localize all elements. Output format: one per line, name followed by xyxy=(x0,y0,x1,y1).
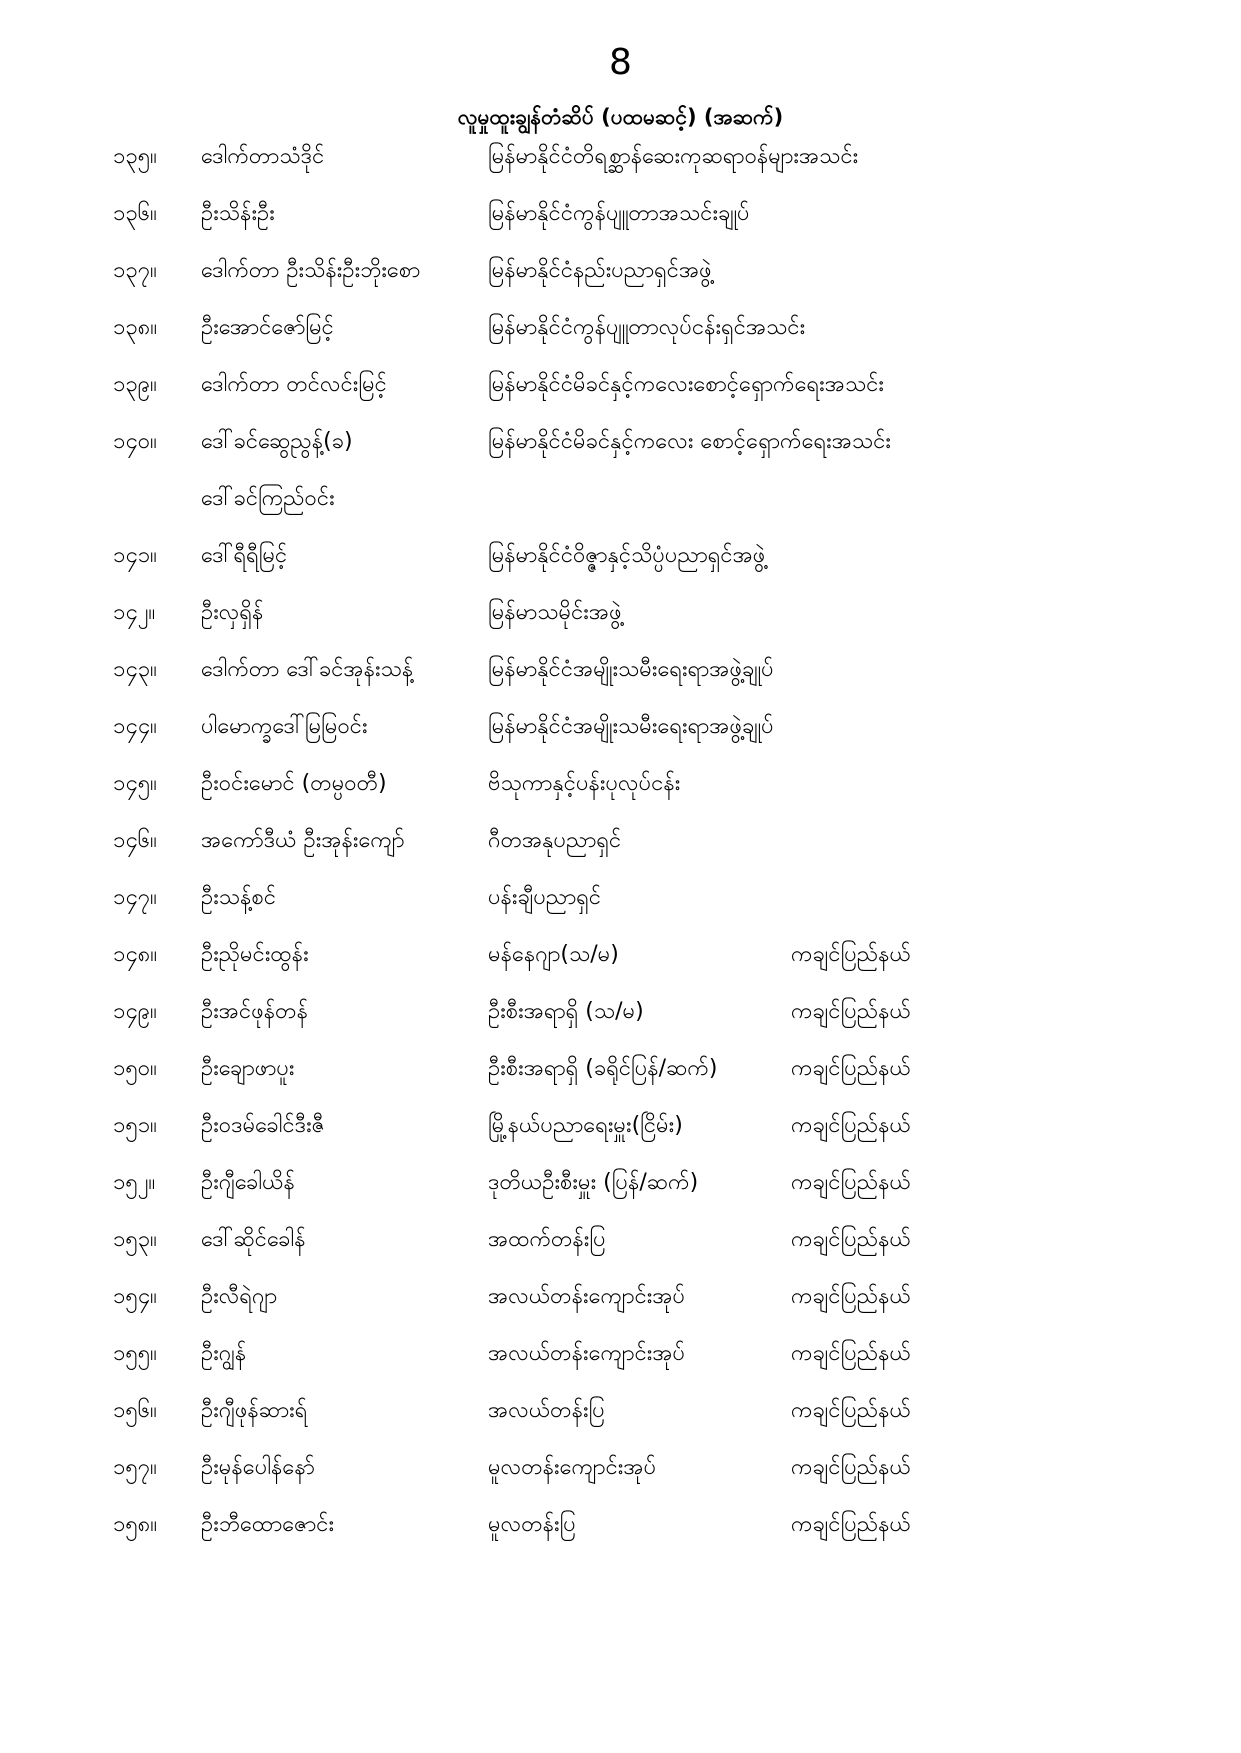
row-region: ကချင်ပြည်နယ် xyxy=(791,1512,911,1537)
table-row xyxy=(113,826,1201,883)
row-person-name: ဒေါ်ရီရီမြင့် xyxy=(201,543,288,568)
table-row xyxy=(113,883,1201,940)
row-position: မြန်မာနိုင်ငံဝိဇ္ဇာနှင့်သိပ္ပံပညာရှင်အဖွဲ့ xyxy=(488,543,766,568)
row-person-name: ဦးချောဖာပူး xyxy=(201,1056,295,1081)
row-position: မူလတန်းကျောင်းအုပ် xyxy=(488,1455,657,1480)
row-position: မန်နေဂျာ(သ/မ) xyxy=(488,942,619,967)
table-row xyxy=(113,427,1201,484)
row-serial-number: ၁၄၄။ xyxy=(113,714,157,739)
table-row xyxy=(113,1168,1201,1225)
row-region: ကချင်ပြည်နယ် xyxy=(791,1170,911,1195)
row-position: ဒုတိယဦးစီးမှူး (ပြန်/ဆက်) xyxy=(488,1170,699,1195)
table-row xyxy=(113,769,1201,826)
row-position: မြန်မာနိုင်ငံအမျိုးသမီးရေးရာအဖွဲ့ချုပ် xyxy=(488,657,774,682)
row-person-name: ဦးလီရဲဂျာ xyxy=(201,1284,278,1309)
row-person-name: ဒေါ်ခင်ကြည်ဝင်း xyxy=(201,486,335,511)
row-person-name: ဦးဝဒမ်ခေါင်ဒီးဇီ xyxy=(201,1113,325,1138)
row-person-name: ဦးအင်ဖုန်တန် xyxy=(201,999,308,1024)
row-region: ကချင်ပြည်နယ် xyxy=(791,1113,911,1138)
row-position: အထက်တန်းပြ xyxy=(488,1227,606,1252)
row-person-name: ဦးဂျွန် xyxy=(201,1341,247,1366)
row-serial-number: ၁၄၁။ xyxy=(113,543,157,568)
row-person-name: အကော်ဒီယံ ဦးအုန်းကျော် xyxy=(201,828,405,853)
row-person-name: ဦးဂျီဖုန်ဆားရ် xyxy=(201,1398,308,1423)
row-position: အလယ်တန်းကျောင်းအုပ် xyxy=(488,1341,686,1366)
row-region: ကချင်ပြည်နယ် xyxy=(791,1227,911,1252)
row-position: ပန်းချီပညာရှင် xyxy=(488,885,602,910)
row-person-name: ဦးဂျီခေါယိန် xyxy=(201,1170,295,1195)
row-person-name: ပါမောက္ခဒေါ်မြမြဝင်း xyxy=(201,714,368,739)
row-position: မြန်မာနိုင်ငံနည်းပညာရှင်အဖွဲ့ xyxy=(488,258,712,283)
row-serial-number: ၁၃၇။ xyxy=(113,258,157,283)
row-serial-number: ၁၄၅။ xyxy=(113,771,157,796)
row-position: အလယ်တန်းကျောင်းအုပ် xyxy=(488,1284,686,1309)
row-position: မူလတန်းပြ xyxy=(488,1512,576,1537)
row-serial-number: ၁၅၅။ xyxy=(113,1341,157,1366)
row-serial-number: ၁၅၁။ xyxy=(113,1113,157,1138)
row-serial-number: ၁၅၇။ xyxy=(113,1455,157,1480)
row-serial-number: ၁၄၃။ xyxy=(113,657,157,682)
table-row xyxy=(113,370,1201,427)
row-position: မြို့နယ်ပညာရေးမှူး(ငြိမ်း) xyxy=(488,1113,683,1138)
table-row xyxy=(113,199,1201,256)
row-position: မြန်မာနိုင်ငံမိခင်နှင့်ကလေး စောင့်ရှောက်ရေးအသင်း xyxy=(488,429,891,454)
row-serial-number: ၁၄၈။ xyxy=(113,942,157,967)
table-row xyxy=(113,484,1201,541)
row-position: မြန်မာသမိုင်းအဖွဲ့ xyxy=(488,600,622,625)
row-position: အလယ်တန်းပြ xyxy=(488,1398,605,1423)
row-position: ဦးစီးအရာရှိ (ခရိုင်ပြန်/ဆက်) xyxy=(488,1056,718,1081)
row-position: ဦးစီးအရာရှိ (သ/မ) xyxy=(488,999,644,1024)
row-region: ကချင်ပြည်နယ် xyxy=(791,1455,911,1480)
table-row xyxy=(113,997,1201,1054)
table-row xyxy=(113,712,1201,769)
row-serial-number: ၁၅၃။ xyxy=(113,1227,157,1252)
row-serial-number: ၁၃၅။ xyxy=(113,144,157,169)
table-row xyxy=(113,541,1201,598)
row-region: ကချင်ပြည်နယ် xyxy=(791,1398,911,1423)
row-person-name: ဦးလှရှိန် xyxy=(201,600,264,625)
row-serial-number: ၁၃၉။ xyxy=(113,372,157,397)
row-position: မြန်မာနိုင်ငံကွန်ပျူတာအသင်းချုပ် xyxy=(488,201,750,226)
row-serial-number: ၁၄၆။ xyxy=(113,828,157,853)
row-position: မြန်မာနိုင်ငံအမျိုးသမီးရေးရာအဖွဲ့ချုပ် xyxy=(488,714,774,739)
row-person-name: ဦးသိန်းဦး xyxy=(201,201,275,226)
table-row xyxy=(113,256,1201,313)
row-region: ကချင်ပြည်နယ် xyxy=(791,999,911,1024)
table-row xyxy=(113,1282,1201,1339)
row-person-name: ဦးဝင်းမောင် (တမ္ပဝတီ) xyxy=(201,771,387,796)
row-person-name: ဒေါက်တာ တင်လင်းမြင့် xyxy=(201,372,387,397)
row-serial-number: ၁၃၈။ xyxy=(113,315,157,340)
row-position: ဗိသုကာနှင့်ပန်းပုလုပ်ငန်း xyxy=(488,771,681,796)
table-row xyxy=(113,1225,1201,1282)
table-row xyxy=(113,1054,1201,1111)
row-serial-number: ၁၅၀။ xyxy=(113,1056,157,1081)
row-serial-number: ၁၅၄။ xyxy=(113,1284,157,1309)
row-person-name: ဒေါ်ဆိုင်ခေါန် xyxy=(201,1227,306,1252)
table-row xyxy=(113,940,1201,997)
row-person-name: ဒေါက်တာ ဒေါ်ခင်အုန်းသန့် xyxy=(201,657,414,682)
table-row xyxy=(113,1510,1201,1567)
row-person-name: ဦးဘီထောဇောင်း xyxy=(201,1512,335,1537)
row-serial-number: ၁၅၈။ xyxy=(113,1512,157,1537)
row-serial-number: ၁၃၆။ xyxy=(113,201,157,226)
row-person-name: ဦးမုန်ပေါန်နော် xyxy=(201,1455,315,1480)
row-serial-number: ၁၄၇။ xyxy=(113,885,157,910)
row-person-name: ဒေါက်တာ ဦးသိန်းဦးဘိုးစော xyxy=(201,258,421,283)
page-number: 8 xyxy=(609,42,632,83)
table-row xyxy=(113,598,1201,655)
row-region: ကချင်ပြည်နယ် xyxy=(791,942,911,967)
row-person-name: ဒေါက်တာသံဒိုင် xyxy=(201,144,325,169)
page-title: လူမှုထူးချွန်တံဆိပ် (ပထမဆင့်) (အဆက်) xyxy=(457,105,784,129)
table-row xyxy=(113,313,1201,370)
table-row xyxy=(113,142,1201,199)
row-serial-number: ၁၄၀။ xyxy=(113,429,157,454)
table-row xyxy=(113,1111,1201,1168)
row-serial-number: ၁၅၆။ xyxy=(113,1398,157,1423)
row-serial-number: ၁၄၉။ xyxy=(113,999,157,1024)
table-row xyxy=(113,1339,1201,1396)
row-position: မြန်မာနိုင်ငံတိရစ္ဆာန်ဆေးကုဆရာဝန်များအသင်း xyxy=(488,144,859,169)
row-region: ကချင်ပြည်နယ် xyxy=(791,1284,911,1309)
row-person-name: ဦးညိုမင်းထွန်း xyxy=(201,942,309,967)
row-position: ဂီတအနုပညာရှင် xyxy=(488,828,622,853)
row-region: ကချင်ပြည်နယ် xyxy=(791,1056,911,1081)
table-row xyxy=(113,655,1201,712)
awardee-list xyxy=(113,142,1201,1567)
row-person-name: ဒေါ်ခင်ဆွေညွန့်(ခ) xyxy=(201,429,353,454)
row-serial-number: ၁၄၂။ xyxy=(113,600,156,625)
table-row xyxy=(113,1453,1201,1510)
row-person-name: ဦးအောင်ဇော်မြင့် xyxy=(201,315,334,340)
row-person-name: ဦးသန့်စင် xyxy=(201,885,277,910)
row-position: မြန်မာနိုင်ငံမိခင်နှင့်ကလေးစောင့်ရှောက်ရေးအသင်း xyxy=(488,372,884,397)
row-serial-number: ၁၅၂။ xyxy=(113,1170,156,1195)
row-region: ကချင်ပြည်နယ် xyxy=(791,1341,911,1366)
row-position: မြန်မာနိုင်ငံကွန်ပျူတာလုပ်ငန်းရှင်အသင်း xyxy=(488,315,806,340)
table-row xyxy=(113,1396,1201,1453)
